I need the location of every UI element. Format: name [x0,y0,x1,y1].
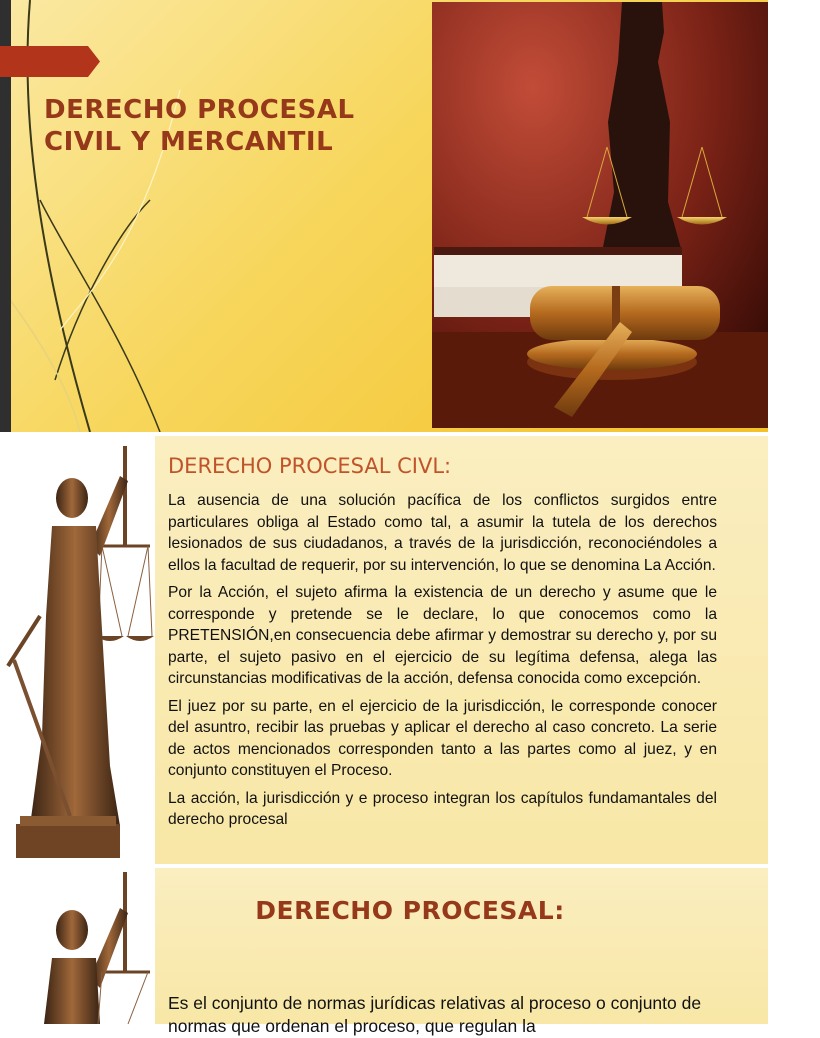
section-heading: DERECHO PROCESAL CIVL: [168,454,452,478]
section-body [168,490,717,864]
paragraph: El juez por su parte, en el ejercicio de la jurisdicción, le corresponde conocer del asuntro, recibir las pruebas y aplicar el derecho al caso concreto. La serie de actos mencionados corresponden tanto a las partes como al juez, y en conjunto constituyen el Proceso. [168,697,717,779]
content-slide-civil [0,436,768,864]
title-slide [0,0,768,432]
title-accent-arrow [0,46,100,77]
paragraph: Por la Acción, el sujeto afirma la existencia de un derecho y asume que le corresponde y pretende se le declare, lo que conocemos como la PRETENSIÓN,en consecuencia debe afirmar y demostrar su derecho y, por su parte, el sujeto pasivo en el ejercicio de su legítima defensa, alega las circunstancias modificativas de la acción, defensa conocida como excepción. [168,584,717,687]
lady-justice-statue [0,436,155,864]
justice-scales-and-gavel-photo [432,2,768,428]
presentation-title: DERECHO PROCESAL CIVIL Y MERCANTIL [44,95,355,157]
section-body: Es el conjunto de normas jurídicas relativas al proceso o conjunto de normas que ordenan el proceso, que regulan la [168,993,702,1036]
content-slide-derecho-procesal [0,868,768,1036]
lady-justice-statue [0,868,155,1024]
paragraph: La ausencia de una solución pacífica de los conflictos surgidos entre particulares obliga al Estado como tal, a asumir la tutela de los derechos lesionados de sus ciudadanos, a través de la jurisdicción, reconociéndoles a ellos la facultad de requerir, por su intervención, lo que se denomina La Acción. [168,492,717,574]
section-heading: DERECHO PROCESAL: [255,896,565,925]
paragraph: La acción, la jurisdicción y e proceso integran los capítulos fundamantales del derecho procesal [168,789,717,828]
